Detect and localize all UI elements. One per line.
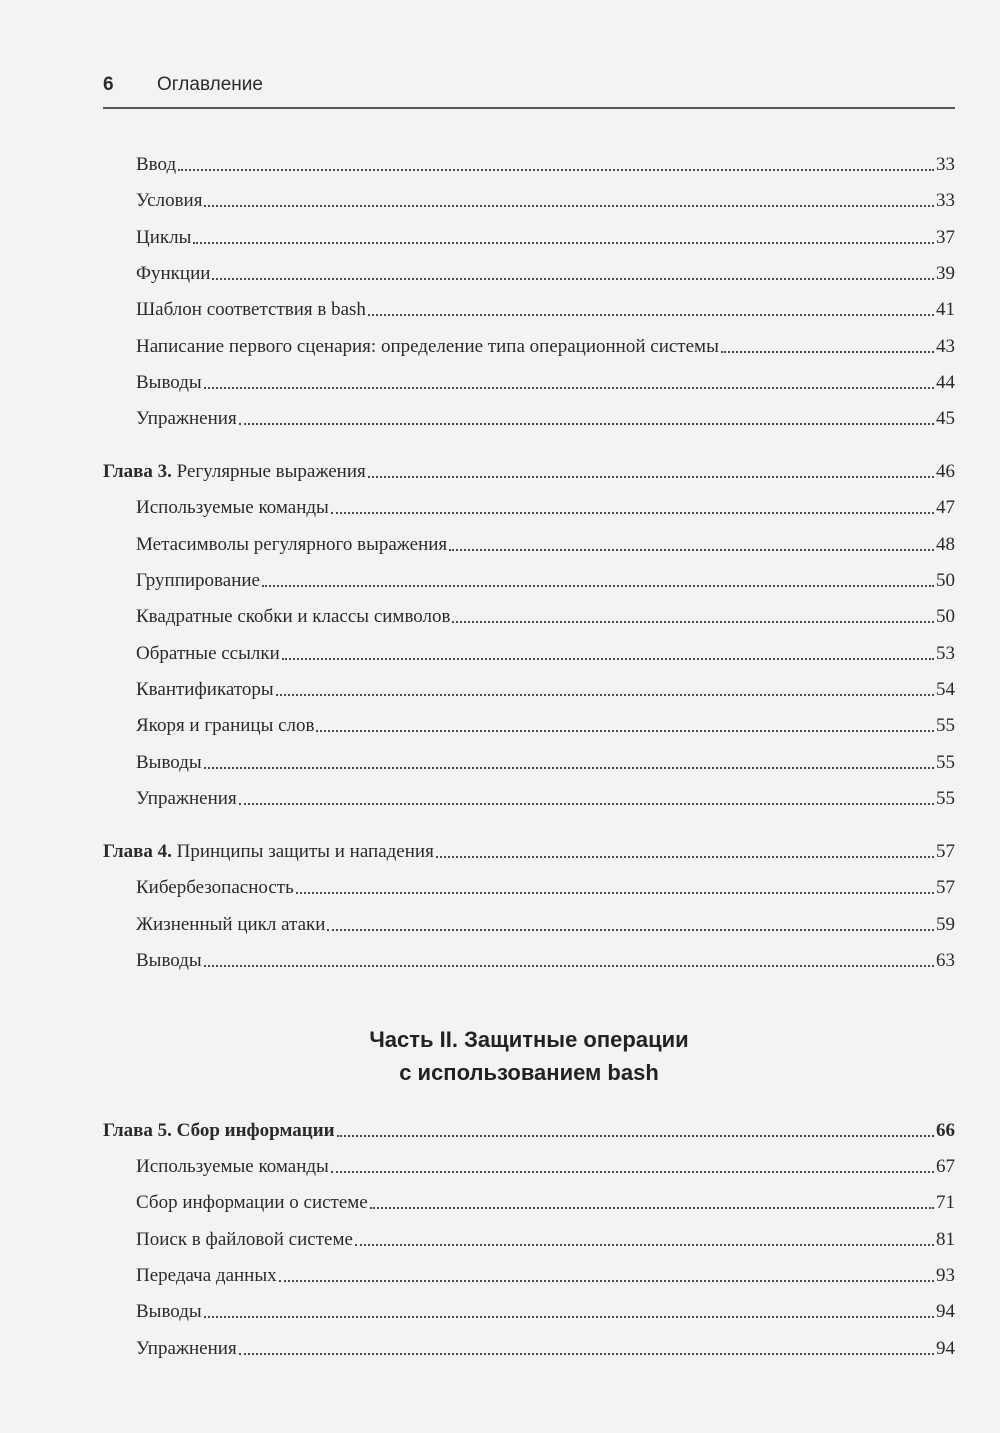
- dot-leader: [239, 803, 934, 805]
- toc-entry: [136, 1336, 955, 1362]
- running-title: Оглавление: [157, 74, 263, 95]
- chapter-label: Глава 3.: [103, 461, 172, 482]
- dot-leader: [436, 856, 934, 858]
- toc-entry-page: 63: [936, 950, 955, 971]
- dot-leader: [193, 242, 934, 244]
- toc-entry-title: Шаблон соответствия в bash: [136, 299, 366, 320]
- toc-entry-title: Выводы: [136, 372, 202, 393]
- toc-entry-page: 67: [936, 1156, 955, 1177]
- toc-entry-title: Функции: [136, 263, 211, 284]
- toc-chapter-5: [103, 1118, 955, 1144]
- toc-entry-page: 37: [936, 227, 955, 248]
- part-heading-line-2: с использованием bash: [399, 1060, 659, 1085]
- dot-leader: [204, 205, 934, 207]
- toc-entry-page: 44: [936, 372, 955, 393]
- dot-leader: [204, 1316, 934, 1318]
- toc-entry-page: 50: [936, 606, 955, 627]
- toc-entry: [136, 713, 955, 739]
- dot-leader: [355, 1244, 934, 1246]
- dot-leader: [282, 658, 934, 660]
- toc-entry: [136, 677, 955, 703]
- toc-entry: [136, 948, 955, 974]
- dot-leader: [204, 767, 934, 769]
- toc-entry-page: 53: [936, 643, 955, 664]
- dot-leader: [331, 512, 934, 514]
- toc-entry-title: Упражнения: [136, 408, 237, 429]
- toc-entry-page: 33: [936, 190, 955, 211]
- toc-chapter-3: [103, 459, 955, 485]
- toc-entry-title: Используемые команды: [136, 497, 329, 518]
- toc-entry: [136, 1263, 955, 1289]
- toc-entry-page: 66: [936, 1120, 955, 1141]
- chapter-label: Глава 5.: [103, 1120, 172, 1141]
- toc-entry-page: 57: [936, 877, 955, 898]
- dot-leader: [239, 1353, 934, 1355]
- toc-entry-page: 50: [936, 570, 955, 591]
- toc-entry: [136, 532, 955, 558]
- toc-entry-title: Обратные ссылки: [136, 643, 280, 664]
- chapter-label: Глава 4.: [103, 841, 172, 862]
- dot-leader: [212, 278, 934, 280]
- toc-entry: [136, 875, 955, 901]
- dot-leader: [368, 314, 934, 316]
- toc-entry: [136, 225, 955, 251]
- dot-leader: [452, 621, 934, 623]
- toc-entry-page: 59: [936, 914, 955, 935]
- toc-entry-page: 47: [936, 497, 955, 518]
- toc-entry: [136, 750, 955, 776]
- toc-entry: [136, 370, 955, 396]
- toc-entry-title: Ввод: [136, 154, 177, 175]
- toc-entry: [136, 1299, 955, 1325]
- dot-leader: [331, 1171, 934, 1173]
- toc-entry-page: 94: [936, 1338, 955, 1359]
- dot-leader: [337, 1135, 934, 1137]
- toc-entry-title: Выводы: [136, 1301, 202, 1322]
- toc-entry-title: Группирование: [136, 570, 260, 591]
- toc-entry-page: 81: [936, 1229, 955, 1250]
- toc-entry-title: Используемые команды: [136, 1156, 329, 1177]
- toc-entry-page: 93: [936, 1265, 955, 1286]
- toc-entry-page: 55: [936, 715, 955, 736]
- dot-leader: [204, 387, 934, 389]
- dot-leader: [239, 423, 934, 425]
- toc-entry-title: Выводы: [136, 950, 202, 971]
- toc-entry-page: 54: [936, 679, 955, 700]
- dot-leader: [262, 585, 934, 587]
- toc-entry: [136, 406, 955, 432]
- toc-entry: [136, 188, 955, 214]
- toc-entry-page: 55: [936, 752, 955, 773]
- dot-leader: [368, 476, 934, 478]
- dot-leader: [276, 694, 934, 696]
- page-number: 6: [103, 74, 114, 95]
- toc-entry-page: 45: [936, 408, 955, 429]
- toc-entry-title: Квадратные скобки и классы символов: [136, 606, 451, 627]
- toc-entry-page: 33: [936, 154, 955, 175]
- toc-entry-title: Упражнения: [136, 1338, 237, 1359]
- dot-leader: [178, 169, 934, 171]
- dot-leader: [327, 929, 934, 931]
- toc-entry-page: 57: [936, 841, 955, 862]
- dot-leader: [721, 351, 934, 353]
- toc-entry: [136, 568, 955, 594]
- toc-entry: [136, 1227, 955, 1253]
- toc-entry: [136, 641, 955, 667]
- toc-entry-title: Условия: [136, 190, 203, 211]
- toc-entry-title: Жизненный цикл атаки: [136, 914, 326, 935]
- toc-entry: [136, 261, 955, 287]
- toc-entry: [136, 152, 955, 178]
- toc-entry: [136, 912, 955, 938]
- toc-entry-page: 71: [936, 1192, 955, 1213]
- toc-entry-title: Выводы: [136, 752, 202, 773]
- toc-entry-title: Квантификаторы: [136, 679, 274, 700]
- toc-entry-title: Сбор информации о системе: [136, 1192, 368, 1213]
- toc-entry: [136, 334, 955, 360]
- toc-chapter-4: [103, 839, 955, 865]
- toc-entry-title: Поиск в файловой системе: [136, 1229, 353, 1250]
- dot-leader: [449, 549, 934, 551]
- toc-entry: [136, 604, 955, 630]
- dot-leader: [296, 892, 934, 894]
- dot-leader: [204, 965, 934, 967]
- toc-entry-page: 48: [936, 534, 955, 555]
- toc-entry-page: 94: [936, 1301, 955, 1322]
- chapter-title: Принципы защиты и нападения: [176, 841, 434, 862]
- toc-entry-title: Кибербезопасность: [136, 877, 294, 898]
- dot-leader: [279, 1280, 934, 1282]
- toc-entry: [136, 786, 955, 812]
- toc-entry-title: Передача данных: [136, 1265, 277, 1286]
- toc-entry-page: 41: [936, 299, 955, 320]
- toc-entry-title: Якоря и границы слов: [136, 715, 315, 736]
- toc-entry-page: 39: [936, 263, 955, 284]
- toc-entry-title: Написание первого сценария: определение типа операционной системы: [136, 336, 719, 357]
- toc-entry-page: 43: [936, 336, 955, 357]
- chapter-title: Сбор информации: [176, 1120, 335, 1141]
- dot-leader: [370, 1207, 934, 1209]
- toc-entry-page: 46: [936, 461, 955, 482]
- toc-entry-title: Метасимволы регулярного выражения: [136, 534, 448, 555]
- part-heading-line-1: Часть II. Защитные операции: [369, 1027, 689, 1052]
- toc-entry: [136, 297, 955, 323]
- toc-entry-page: 55: [936, 788, 955, 809]
- toc-entry-title: Упражнения: [136, 788, 237, 809]
- dot-leader: [316, 730, 934, 732]
- toc-entry: [136, 1190, 955, 1216]
- toc-entry: [136, 1154, 955, 1180]
- chapter-title: Регулярные выражения: [176, 461, 366, 482]
- toc-entry: [136, 495, 955, 521]
- toc-entry-title: Циклы: [136, 227, 192, 248]
